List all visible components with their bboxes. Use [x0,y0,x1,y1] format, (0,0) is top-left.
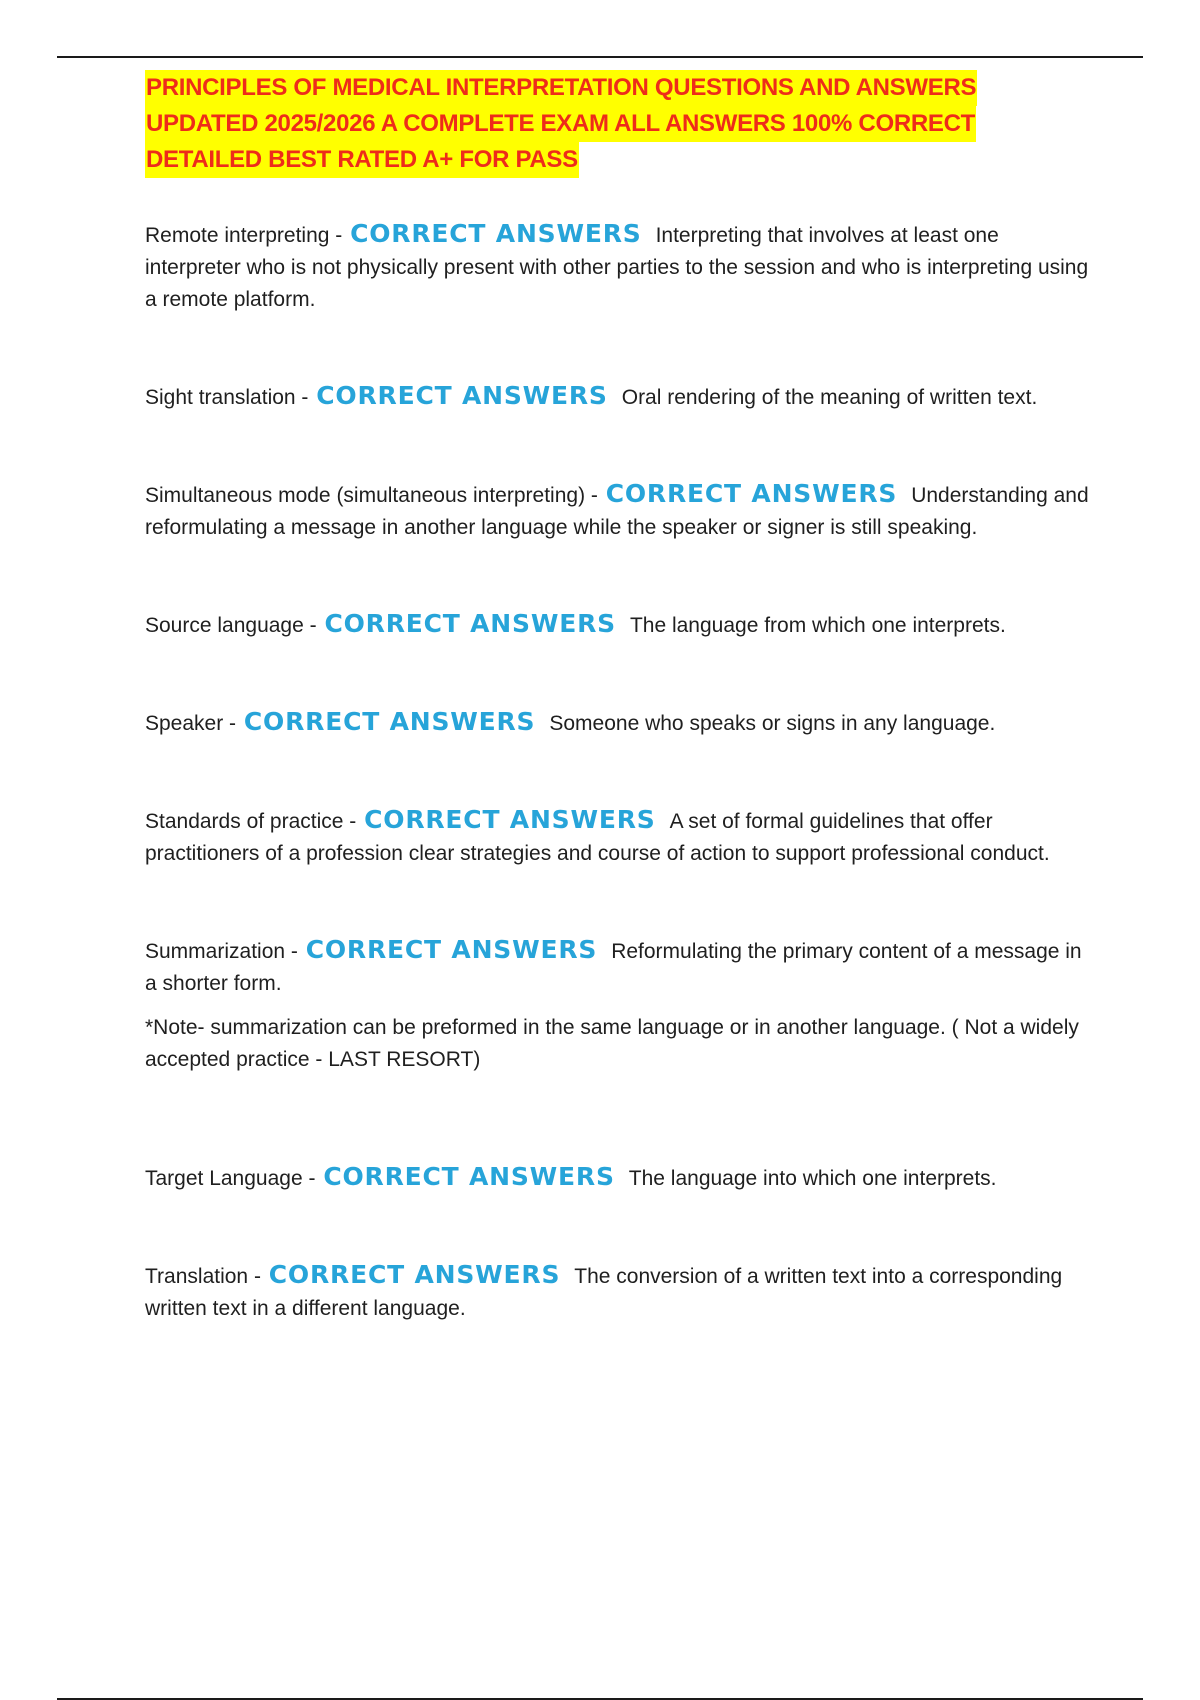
definition-entry [145,380,1095,414]
summarization-note: *Note- summarization can be preformed in the same language or in another language. ( Not a widely accepted practice - LAST RESORT) [145,1016,1079,1071]
answer-tag: CORRECT ANSWERS [268,1260,561,1289]
term: Sight translation - [145,386,309,409]
definition: The language from which one interprets. [629,614,1006,637]
term: Summarization - [145,940,298,963]
term: Standards of practice - [145,810,357,833]
answer-tag: CORRECT ANSWERS [243,707,536,736]
term: Target Language - [145,1167,316,1190]
title-line: PRINCIPLES OF MEDICAL INTERPRETATION QUESTIONS AND ANSWERS [145,70,977,106]
answer-tag: CORRECT ANSWERS [323,1162,615,1191]
answer-tag: CORRECT ANSWERS [305,935,598,964]
definition-entry [145,934,1095,1000]
definition-entry [145,478,1095,544]
term: Translation - [145,1265,261,1288]
definition: Understanding and reformulating a message in another language while the speaker or signer is still speaking. [145,484,1089,539]
definition-entry [145,706,1095,740]
answer-tag: CORRECT ANSWERS [316,381,608,410]
document-body [145,70,1095,1325]
definition-entry [145,1161,1095,1195]
definition: Someone who speaks or signs in any language. [549,712,996,735]
answer-tag: CORRECT ANSWERS [364,805,656,834]
term: Source language - [145,614,317,637]
definition-entry [145,218,1095,316]
term: Remote interpreting - [145,224,343,247]
answer-tag: CORRECT ANSWERS [350,219,642,248]
definition: Interpreting that involves at least one interpreter who is not physically present with other parties to the session and who is interpreting using a remote platform. [145,224,1089,311]
definition-entry [145,1259,1095,1325]
definition: Reformulating the primary content of a message in a shorter form. [145,940,1082,995]
definition: The conversion of a written text into a corresponding written text in a different language. [145,1265,1063,1320]
definition-entry [145,804,1095,870]
top-rule [57,56,1143,58]
definition: A set of formal guidelines that offer practitioners of a profession clear strategies and course of action to support professional conduct. [145,810,1050,865]
definition: Oral rendering of the meaning of written text. [621,386,1038,409]
definition: The language into which one interprets. [628,1167,997,1190]
document-title [145,70,1095,178]
answer-tag: CORRECT ANSWERS [605,479,898,508]
term: Speaker - [145,712,237,735]
answer-tag: CORRECT ANSWERS [324,609,616,638]
term: Simultaneous mode (simultaneous interpreting) - [145,484,598,507]
definition-entry [145,608,1095,642]
title-line: DETAILED BEST RATED A+ FOR PASS [145,142,579,178]
title-line: UPDATED 2025/2026 A COMPLETE EXAM ALL ANSWERS 100% CORRECT [145,106,976,142]
